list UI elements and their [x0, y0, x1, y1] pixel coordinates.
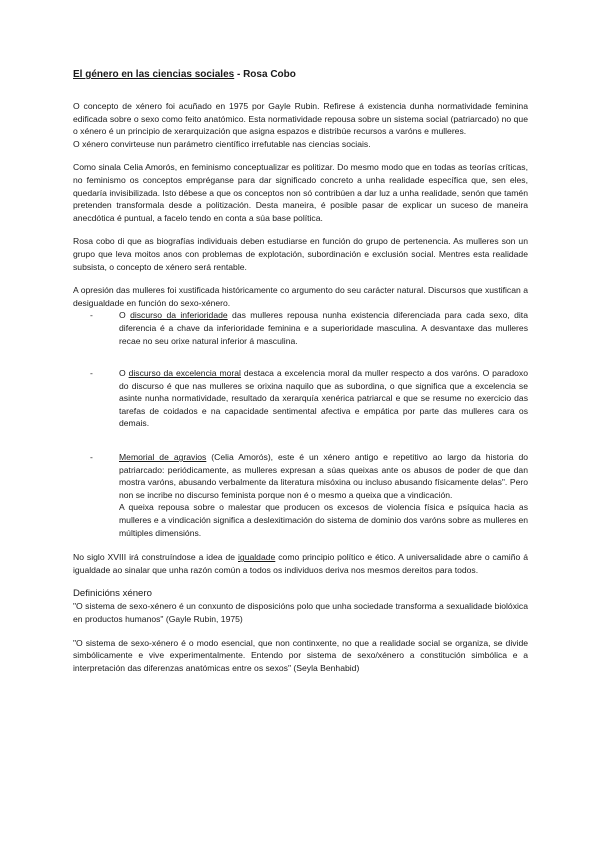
paragraph-line: O xénero convirteuse nun parámetro científico irrefutable nas ciencias sociais.: [73, 138, 371, 149]
equality-after: como principio político e ético. A universalidade abre o camiño á igualdade ao sinalar que unha razón común a todos os individuos deriva nos mesmos dereitos para todos.: [73, 552, 528, 575]
list-item-text: das mulleres repousa nunha existencia diferenciada para cada sexo, dita diferencia é a chave da inferioridade feminina e a superioridade masculina. A desvantaxe das mulleres recae no seu orixe natural inferior á masculina.: [119, 310, 528, 346]
paragraph-line: O concepto de xénero foi acuñado en 1975 por Gayle Rubin. Refirese á existencia dunha normatividade feminina edificada sobre o sexo como feito anatómico. Esta normatividade repousa sobre un sistema social (patriarcado) no que o xénero é un principio de xerarquización que asigna espazos e distribúe recursos a varóns e mulleres.: [73, 101, 528, 137]
list-item-term: discurso da excelencia moral: [128, 368, 241, 379]
paragraph-biographies: Rosa cobo di que as biografías individuais deben estudiarse en función do grupo de pertenencia. As mulleres son un grupo que leva moitos anos con problemas de explotación, subordinación e exclusión social. Mentres esta realidade subsista, o concepto de xénero será rentable.: [73, 236, 528, 272]
list-dash: -: [90, 310, 93, 321]
list-item-term: discurso da inferioridade: [130, 310, 228, 321]
list-item-term: Memorial de agravios: [119, 452, 207, 463]
paragraph-gender-concept: [73, 100, 528, 150]
definitions-heading: Definicións xénero: [73, 588, 152, 600]
list-item-extra: A queixa repousa sobre o malestar que producen os excesos de violencia física e psíquica hacia as mulleres e a vindicación significa a deslexitimación do sistema de dominio dos varóns sobre as mulleres en múltiples dimensións.: [119, 502, 528, 538]
paragraph-conceptualize: Como sinala Celia Amorós, en feminismo conceptualizar es politizar. Do mesmo modo que en todas as teorías críticas, no feminismo os conceptos empréganse para dar significado concreto a unha realidade específica que, sen eles, quedaría invisibilizada. Isto débese a que os conceptos non só contribúen a dar luz a unha realidade, senón que tamén pretenden transformala desde a politización. Desta maneira, é posible pasar de explicar un suceso de maneira anecdótica é puntual, a facelo tendo en conta a súa base política.: [73, 162, 528, 223]
definition-quote-rubin: "O sistema de sexo-xénero é un conxunto de disposicións polo que unha sociedade transforma a sexualidade biolóxica en productos humanos" (Gayle Rubin, 1975): [73, 601, 528, 624]
list-item-text: destaca a excelencia moral da muller respecto a dos varóns. O paradoxo do discurso é que nas mulleres se orixina naquilo que as subordina, o que significa que a excelencia se asinte nunha normatividade, resultado da xerarquía xenérica patriarcal e que se resume no exercicio das tarefas de coidados e na capacidade sentimental afectiva e empática por parte das mulleres cara os demais.: [119, 368, 528, 429]
paragraph-oppression: A opresión das mulleres foi xustificada históricamente co argumento do seu carácter natural. Discursos que xustifican a desigualdade en función do sexo-xénero.: [73, 285, 528, 308]
title-author: - Rosa Cobo: [234, 69, 296, 80]
list-item: [73, 451, 528, 539]
paragraph-equality: [73, 551, 528, 576]
discourse-list: [73, 309, 528, 539]
list-item-prefix: O: [119, 310, 131, 321]
list-dash: -: [90, 368, 93, 379]
title-main: El género en las ciencias sociales: [73, 69, 235, 80]
list-item-text: (Celia Amorós), este é un xénero antigo e repetitivo ao largo da historia do patriarcado: periódicamente, as mulleres expresan a súas queixas ante os abusos de poder de que dan mostra varóns, abusando verbalmente da literatura misóxina ou incluso abusando físicamente delas". Pero non se incribe no discurso feminista porque non é o mesmo a queixa que a vindicación.: [119, 452, 529, 500]
document-title: [73, 68, 528, 81]
list-item: [73, 367, 528, 430]
equality-before: No siglo XVIII irá construíndose a idea de: [73, 552, 239, 563]
list-dash: -: [90, 452, 93, 463]
equality-term: igualdade: [238, 552, 276, 563]
list-item: [73, 309, 528, 347]
definition-quote-benhabib: "O sistema de sexo-xénero é o modo esencial, que non continxente, no que a realidade social se organiza, se divide simbólicamente e vive experimentalmente. Entendo por sistema de sexo/xénero a constitución simbólica e a interpretación das diferenzas anatómicas entre os sexos" (Seyla Benhabid): [73, 637, 528, 673]
definitions-section: [73, 587, 528, 674]
list-item-prefix: O: [119, 368, 129, 379]
